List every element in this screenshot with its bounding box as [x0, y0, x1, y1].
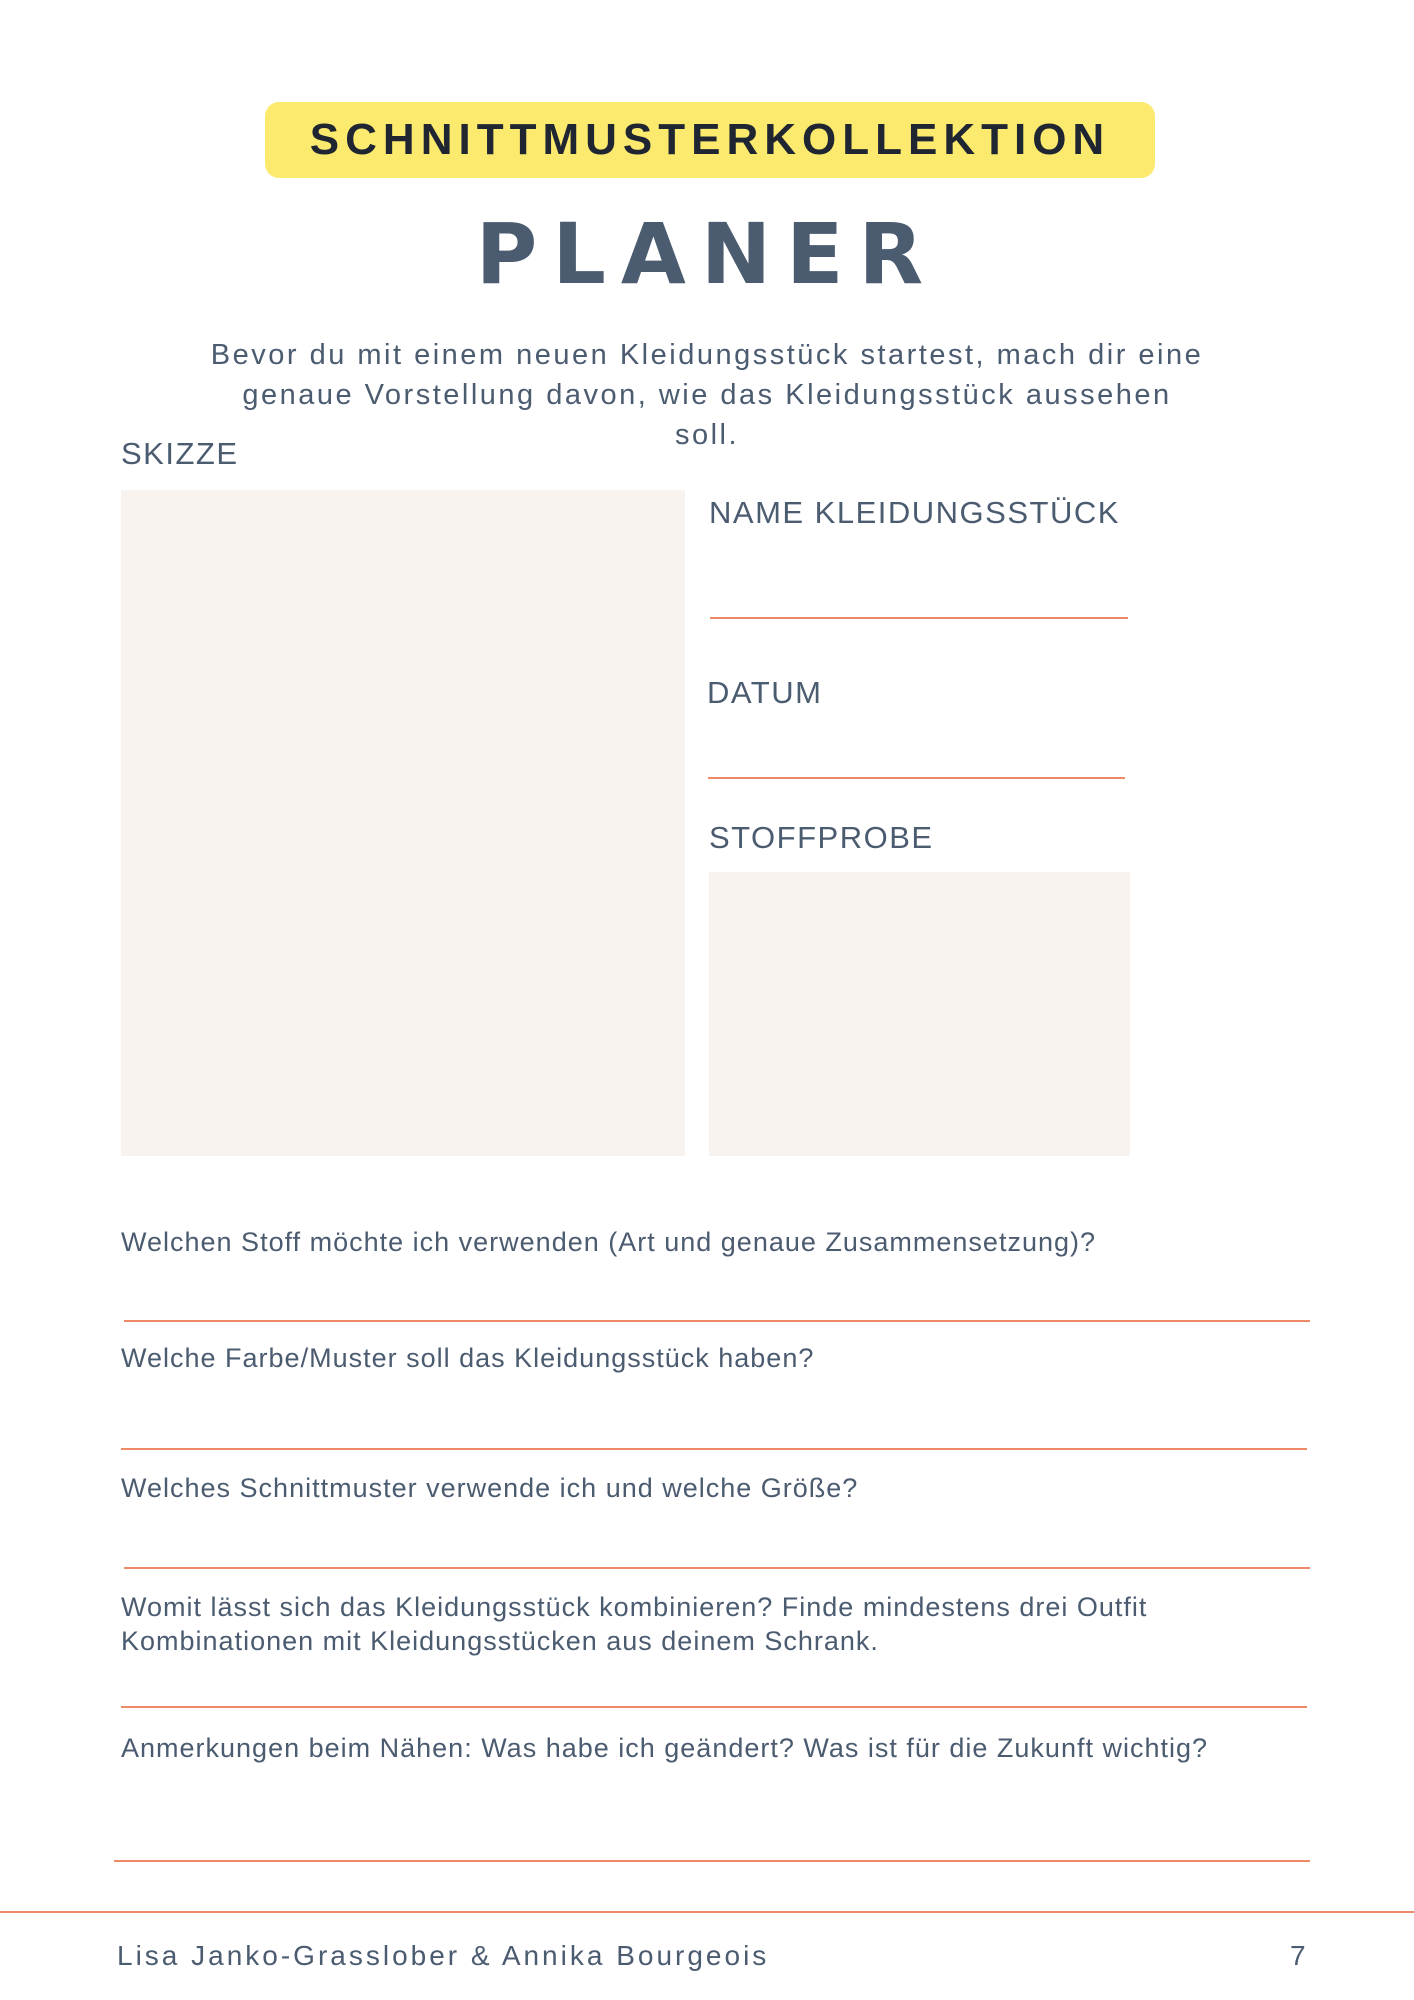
page-title: PLANER [475, 205, 939, 303]
question-outfits: Womit lässt sich das Kleidungsstück kombinieren? Finde mindestens drei Outfit Kombinationen mit Kleidungsstücken aus deinem Schrank. [121, 1592, 1148, 1656]
question-color: Welche Farbe/Muster soll das Kleidungsstück haben? [121, 1343, 815, 1373]
answer-line-pattern[interactable] [124, 1567, 1310, 1569]
page-number: 7 [1290, 1940, 1306, 1971]
date-line[interactable] [708, 777, 1125, 779]
fabric-sample-area[interactable] [709, 872, 1130, 1156]
sketch-label: SKIZZE [121, 436, 239, 471]
question-fabric: Welchen Stoff möchte ich verwenden (Art und genaue Zusammensetzung)? [121, 1227, 1097, 1257]
date-label: DATUM [707, 675, 823, 710]
answer-line-outfits[interactable] [121, 1706, 1307, 1708]
footer-authors: Lisa Janko-Grasslober & Annika Bourgeois [117, 1940, 770, 1971]
collection-badge [265, 102, 1155, 178]
intro-text: Bevor du mit einem neuen Kleidungsstück startest, mach dir eine genaue Vorstellung davon, wie das Kleidungsstück aussehen soll. [210, 339, 1204, 451]
answer-line-notes[interactable] [114, 1860, 1310, 1862]
answer-line-color[interactable] [121, 1448, 1307, 1450]
question-notes: Anmerkungen beim Nähen: Was habe ich geändert? Was ist für die Zukunft wichtig? [121, 1733, 1209, 1763]
sketch-area[interactable] [121, 490, 685, 1156]
footer-divider [0, 1911, 1414, 1913]
question-pattern: Welches Schnittmuster verwende ich und welche Größe? [121, 1473, 859, 1503]
answer-line-fabric[interactable] [124, 1320, 1310, 1322]
badge-text: SCHNITTMUSTERKOLLEKTION [309, 115, 1111, 164]
garment-name-label: NAME KLEIDUNGSSTÜCK [709, 495, 1120, 530]
fabric-sample-label: STOFFPROBE [709, 820, 934, 855]
garment-name-line[interactable] [710, 617, 1128, 619]
